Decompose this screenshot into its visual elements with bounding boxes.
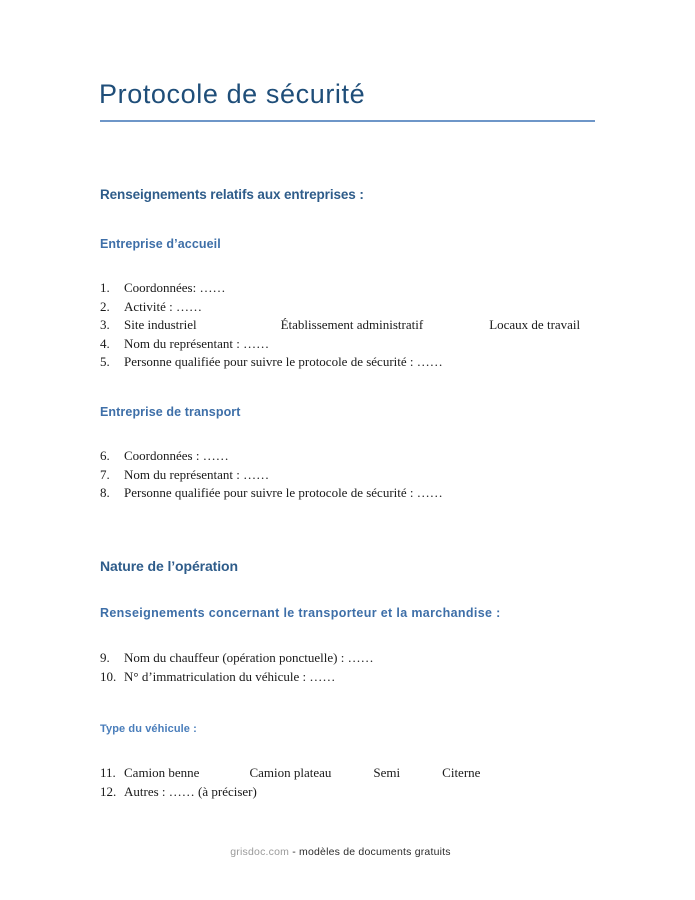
list-item	[100, 484, 443, 503]
heading-type-vehicule: Type du véhicule :	[100, 723, 197, 735]
list-item	[100, 668, 374, 687]
list-item-number: 4.	[100, 335, 110, 351]
list-item-number: 6.	[100, 448, 110, 463]
footer-tagline: - modèles de documents gratuits	[289, 846, 451, 858]
option-site-industriel[interactable]: Site industriel	[124, 317, 197, 333]
page-footer	[0, 846, 695, 858]
list-item-number: 9.	[100, 650, 110, 665]
list-item-text: N° d’immatriculation du véhicule : ……	[124, 668, 336, 684]
list-item	[100, 298, 580, 317]
option-locaux-de-travail[interactable]: Locaux de travail	[489, 317, 581, 333]
list-item-text: Nom du représentant : ……	[124, 466, 270, 482]
list-item	[100, 279, 580, 298]
list-item	[100, 335, 580, 354]
list-item-number: 2.	[100, 298, 110, 314]
list-item-text: Activité : ……	[124, 298, 202, 314]
list-item-number: 5.	[100, 354, 110, 370]
list-item-number: 7.	[100, 466, 110, 482]
option-etablissement-administratif[interactable]: Établissement administratif	[280, 317, 424, 333]
list-item-text: Personne qualifiée pour suivre le protocole de sécurité : ……	[124, 485, 443, 501]
list-item	[100, 466, 443, 485]
list-type-vehicule	[100, 764, 480, 801]
list-item-number: 12.	[100, 783, 117, 799]
list-item-number: 1.	[100, 280, 110, 295]
option-camion-benne[interactable]: Camion benne	[124, 765, 200, 780]
list-item-number: 10.	[100, 668, 117, 684]
list-item-number: 3.	[100, 317, 110, 333]
list-item	[100, 649, 374, 668]
footer-brand: grisdoc.com	[230, 846, 290, 858]
list-item	[100, 447, 443, 466]
list-item-text: Coordonnées : ……	[124, 448, 229, 463]
list-item-text: Nom du représentant : ……	[124, 335, 270, 351]
heading-renseignements-entreprises: Renseignements relatifs aux entreprises :	[100, 187, 364, 202]
list-item	[100, 353, 580, 372]
heading-renseignements-transporteur: Renseignements concernant le transporteur et la marchandise :	[100, 606, 501, 620]
list-entreprise-accueil	[100, 279, 580, 372]
list-item-number: 8.	[100, 485, 110, 501]
list-transporteur-marchandise	[100, 649, 374, 686]
option-camion-plateau[interactable]: Camion plateau	[249, 765, 332, 780]
list-item-text: Personne qualifiée pour suivre le protocole de sécurité : ……	[124, 354, 443, 370]
list-item-text: Nom du chauffeur (opération ponctuelle) : ……	[124, 650, 374, 665]
list-item-text: Coordonnées: ……	[124, 280, 226, 295]
list-item-text: Autres : …… (à préciser)	[124, 783, 257, 799]
option-semi[interactable]: Semi	[373, 765, 401, 780]
list-item	[100, 783, 480, 802]
heading-entreprise-transport: Entreprise de transport	[100, 405, 241, 419]
list-item	[100, 764, 480, 783]
list-entreprise-transport	[100, 447, 443, 503]
heading-nature-operation: Nature de l’opération	[100, 558, 238, 574]
title-divider	[100, 120, 595, 122]
heading-entreprise-accueil: Entreprise d’accueil	[100, 237, 221, 251]
option-citerne[interactable]: Citerne	[442, 765, 481, 780]
list-item	[100, 316, 580, 335]
list-item-number: 11.	[100, 765, 116, 780]
page-title: Protocole de sécurité	[99, 79, 366, 109]
